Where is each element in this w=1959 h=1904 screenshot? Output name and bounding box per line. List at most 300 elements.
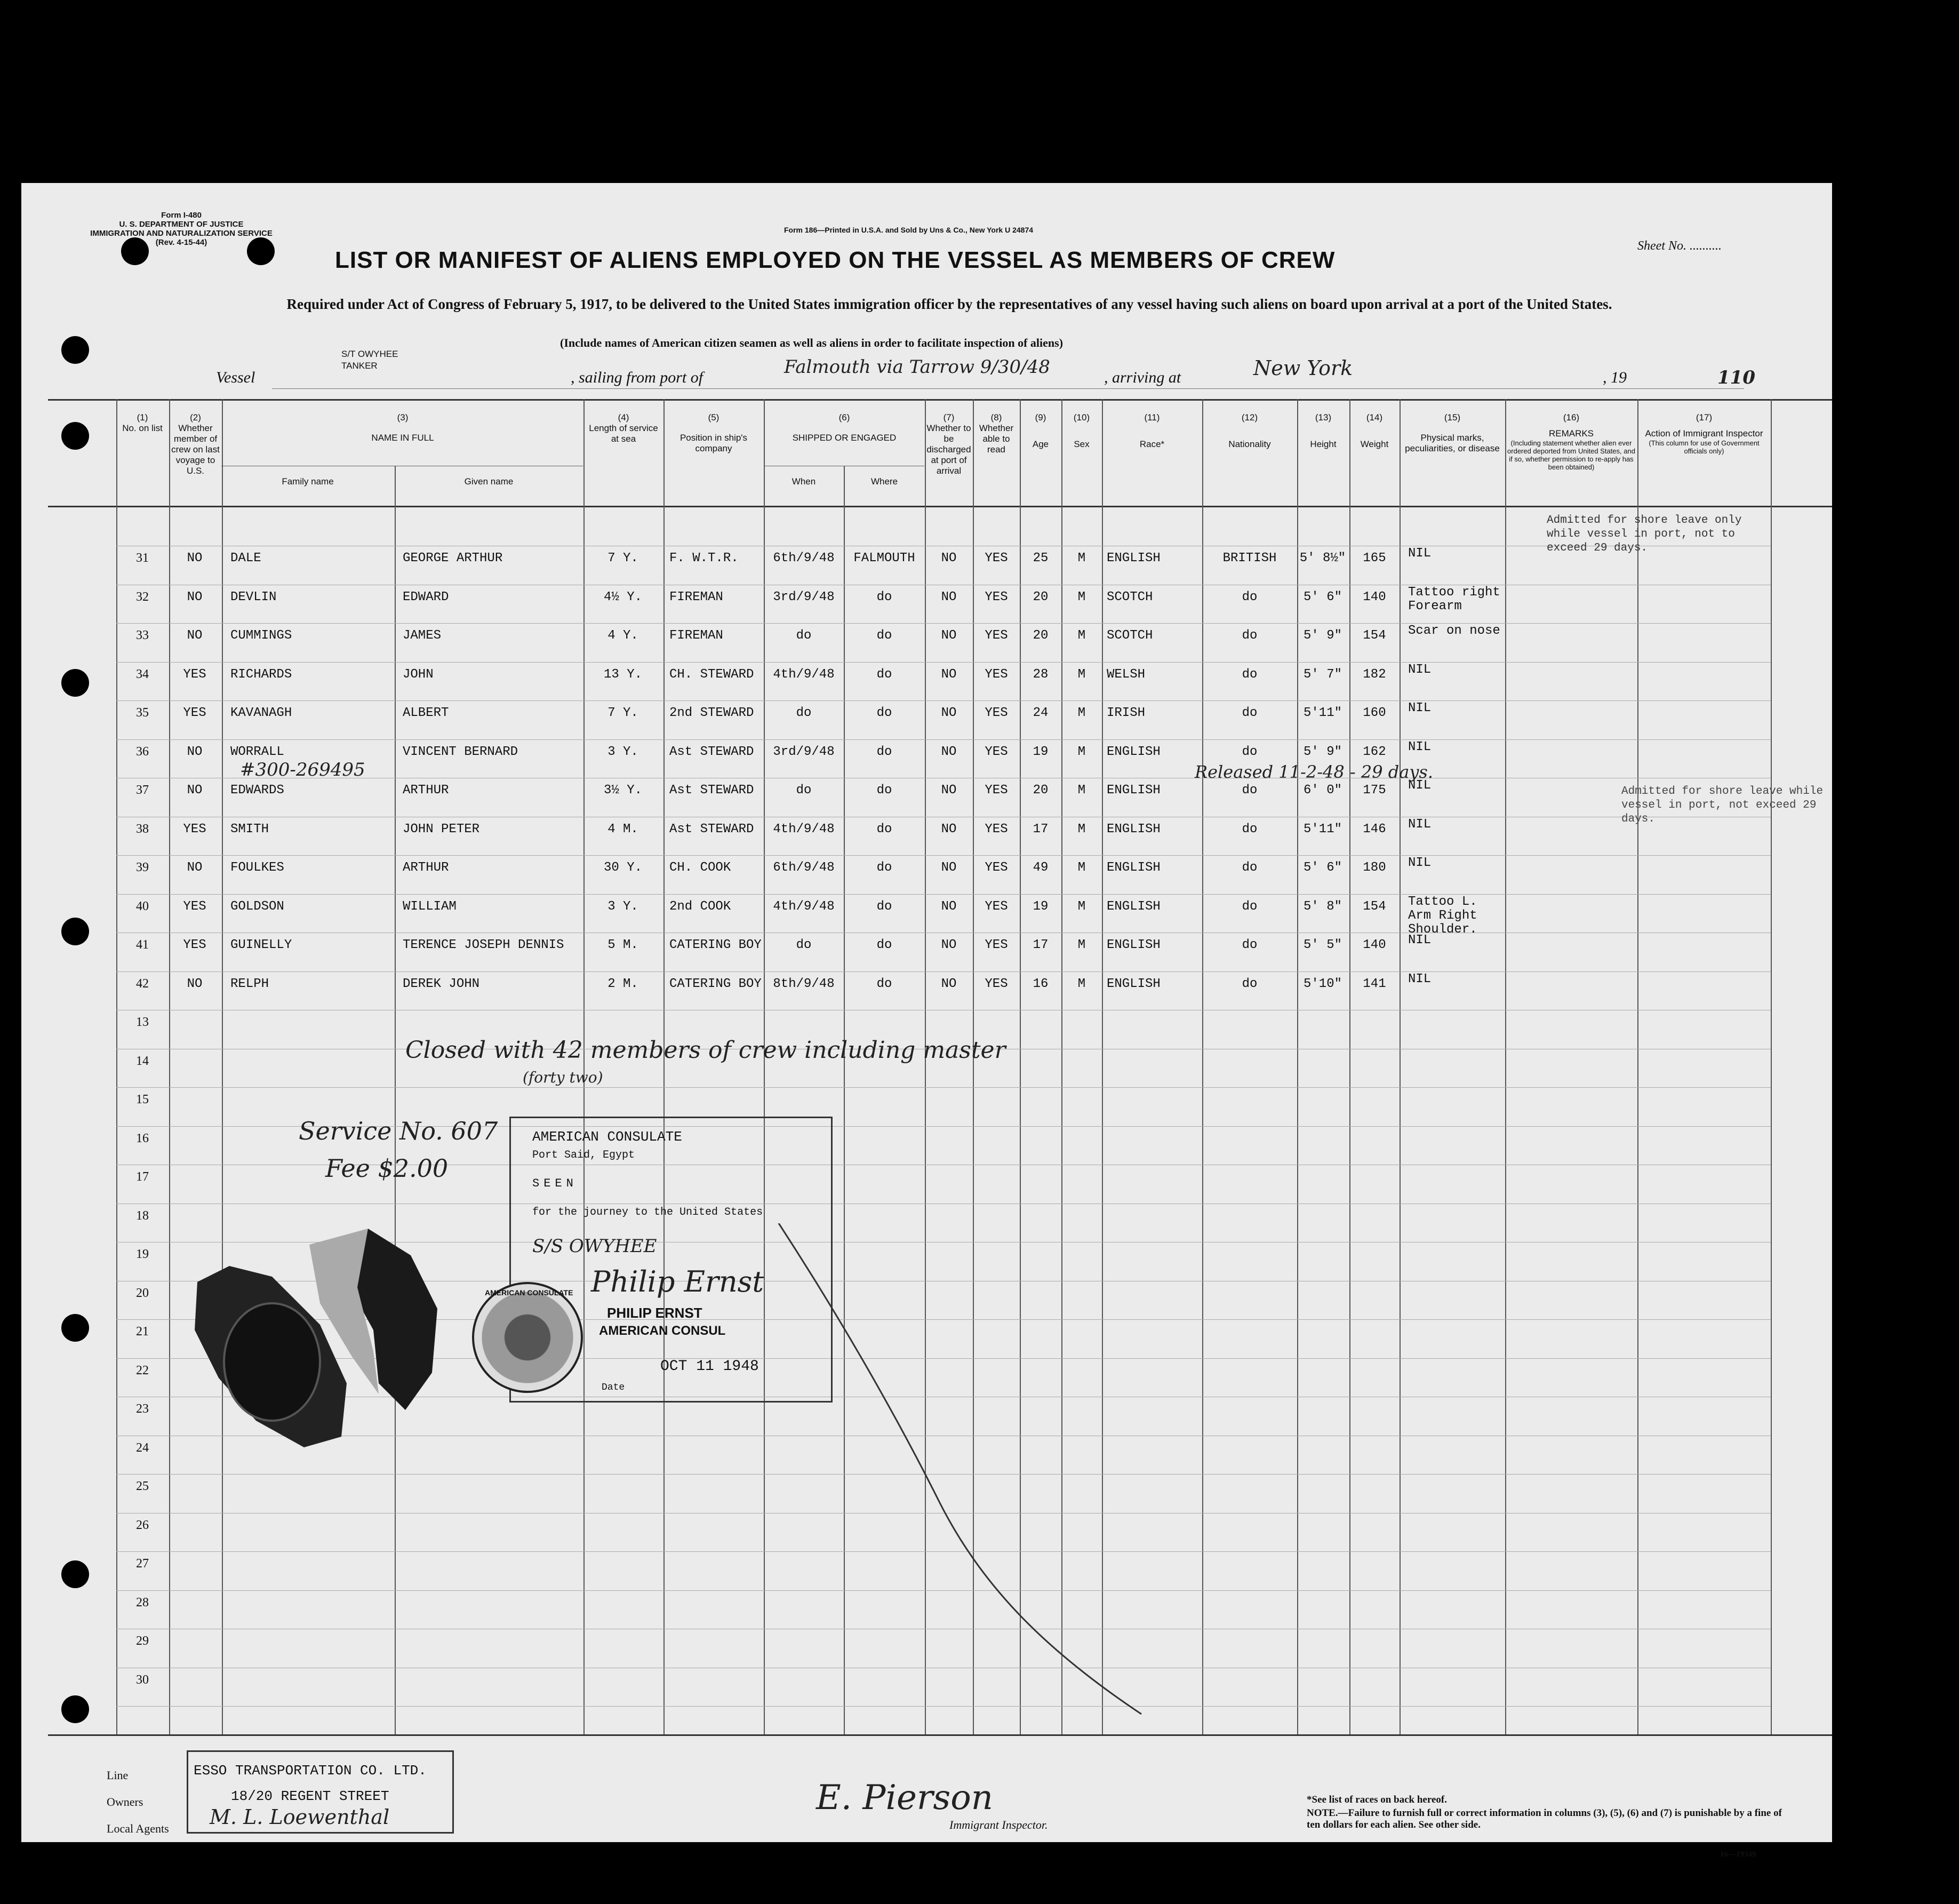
cell-service: 4 M.: [607, 822, 638, 837]
cell-where: do: [876, 744, 892, 759]
cell-given: ALBERT: [403, 706, 449, 720]
empty-row-number: 14: [136, 1054, 149, 1068]
cell-age: 16: [1033, 976, 1049, 991]
cell-marks: NIL: [1408, 778, 1432, 793]
cell-race: SCOTCH: [1107, 628, 1153, 643]
empty-row-number: 30: [136, 1672, 149, 1687]
row-number: 39: [136, 861, 149, 874]
col-header-2: (2) Whether member of crew on last voyage to U.S.: [171, 412, 220, 476]
cell-weight: 160: [1363, 706, 1386, 720]
cell-position: Ast STEWARD: [669, 783, 754, 798]
cell-age: 17: [1033, 822, 1049, 837]
cell-discharged: NO: [941, 628, 957, 643]
cell-read: YES: [985, 861, 1008, 875]
row-rule: [116, 894, 1771, 895]
column-rule: [1637, 399, 1638, 1734]
empty-row-number: 29: [136, 1634, 149, 1648]
cell-when: 6th/9/48: [773, 861, 835, 875]
cell-weight: 140: [1363, 938, 1386, 952]
cell-service: 3½ Y.: [603, 783, 642, 798]
cell-sex: M: [1077, 861, 1086, 875]
row-number: 34: [136, 667, 149, 681]
cell-weight: 154: [1363, 628, 1386, 643]
stamp-vessel: S/S OWYHEE: [532, 1236, 657, 1257]
cell-where: do: [876, 822, 892, 837]
cell-marks: NIL: [1408, 856, 1432, 870]
cell-marks: Tattoo L. Arm Right Shoulder.: [1408, 894, 1477, 937]
company-stamp: [187, 1750, 454, 1834]
cell-sex: M: [1077, 551, 1086, 565]
cell-nationality: do: [1242, 899, 1258, 914]
cell-sex: M: [1077, 938, 1086, 952]
cell-weight: 182: [1363, 667, 1386, 682]
arriving-port-value: New York: [1253, 356, 1353, 380]
cell-service: 3 Y.: [607, 744, 638, 759]
column-rule: [663, 399, 665, 1734]
column-rule: [116, 399, 117, 1734]
column-rule: [1505, 399, 1506, 1734]
cell-where: do: [876, 861, 892, 875]
form-id-block: [85, 211, 277, 247]
cell-race: ENGLISH: [1107, 822, 1161, 837]
cell-when: do: [796, 628, 812, 643]
column-rule: [1202, 399, 1203, 1734]
row-rule: [116, 855, 1771, 856]
cell-last: YES: [183, 706, 206, 720]
cell-where: do: [876, 976, 892, 991]
cell-last: YES: [183, 667, 206, 682]
cell-weight: 175: [1363, 783, 1386, 798]
header-bottom-border: [48, 506, 1832, 507]
cell-family: GOLDSON: [230, 899, 284, 914]
cell-read: YES: [985, 706, 1008, 720]
row-number: 33: [136, 628, 149, 642]
cell-position: 2nd COOK: [669, 899, 731, 914]
cell-given: ARTHUR: [403, 783, 449, 798]
cell-nationality: do: [1242, 976, 1258, 991]
col-header-family: Family name: [282, 476, 334, 487]
cell-last: NO: [187, 861, 203, 875]
cell-race: ENGLISH: [1107, 976, 1161, 991]
cell-given: EDWARD: [403, 589, 449, 604]
cell-last: NO: [187, 551, 203, 565]
punch-hole: [61, 336, 89, 364]
include-note: (Include names of American citizen seamen as well as aliens in order to facilitate inspection of aliens): [560, 336, 1064, 349]
cell-marks: NIL: [1408, 701, 1432, 715]
cell-height: 5' 8": [1303, 899, 1342, 914]
cell-age: 17: [1033, 938, 1049, 952]
row-number: 35: [136, 706, 149, 720]
inspector-label: Immigrant Inspector.: [949, 1818, 1048, 1831]
empty-row-number: 20: [136, 1286, 149, 1300]
cell-when: 4th/9/48: [773, 667, 835, 682]
cell-age: 19: [1033, 899, 1049, 914]
col-header-given: Given name: [464, 476, 514, 487]
cell-service: 4 Y.: [607, 628, 638, 643]
cell-marks: NIL: [1408, 971, 1432, 986]
cell-sex: M: [1077, 744, 1086, 759]
cell-position: FIREMAN: [669, 589, 723, 604]
cell-race: ENGLISH: [1107, 861, 1161, 875]
empty-row-number: 23: [136, 1402, 149, 1416]
cell-sex: M: [1077, 976, 1086, 991]
col-header-1: (1) No. on list: [122, 412, 163, 433]
cell-last: NO: [187, 783, 203, 798]
wax-seal-right: [288, 1223, 448, 1415]
cell-when: 6th/9/48: [773, 551, 835, 565]
revision: (Rev. 4-15-44): [155, 238, 207, 247]
cell-sex: M: [1077, 667, 1086, 682]
cell-service: 30 Y.: [603, 861, 642, 875]
col-header-10: (10) Sex: [1073, 412, 1090, 449]
empty-row-number: 18: [136, 1208, 149, 1223]
cell-position: CATERING BOY: [669, 976, 762, 991]
cell-nationality: BRITISH: [1222, 551, 1277, 565]
consul-name: PHILIP ERNST: [607, 1305, 702, 1321]
cell-family: EDWARDS: [230, 783, 284, 798]
cell-last: NO: [187, 744, 203, 759]
service-number: Service No. 607: [299, 1117, 498, 1145]
page-subtitle: Required under Act of Congress of February 5, 1917, to be delivered to the United States immigration officer by the representatives of any vessel having such aliens on board upon arrival at a port of the United States.: [286, 296, 1612, 312]
cell-family: KAVANAGH: [230, 706, 292, 720]
cell-discharged: NO: [941, 822, 957, 837]
cell-service: 5 M.: [607, 938, 638, 952]
cell-given: ARTHUR: [403, 861, 449, 875]
col-header-13: (13) Height: [1310, 412, 1337, 449]
cell-last: YES: [183, 938, 206, 952]
cell-race: ENGLISH: [1107, 551, 1161, 565]
cell-family: FOULKES: [230, 861, 284, 875]
cell-nationality: do: [1242, 628, 1258, 643]
cell-position: Ast STEWARD: [669, 744, 754, 759]
empty-row-number: 26: [136, 1518, 149, 1532]
cell-sex: M: [1077, 706, 1086, 720]
punch-hole: [61, 1560, 89, 1588]
row-rule: [116, 662, 1771, 663]
stamp-city: Port Said, Egypt: [532, 1149, 635, 1161]
cell-marks: NIL: [1408, 933, 1432, 947]
col-header-15: (15) Physical marks, peculiarities, or disease: [1405, 412, 1500, 453]
row-rule: [116, 623, 1771, 624]
cell-family: DALE: [230, 551, 261, 565]
cell-read: YES: [985, 822, 1008, 837]
punch-hole: [61, 918, 89, 945]
empty-row-number: 13: [136, 1015, 149, 1029]
cell-when: 4th/9/48: [773, 822, 835, 837]
col-header-when: When: [791, 476, 816, 487]
cell-discharged: NO: [941, 589, 957, 604]
cell-weight: 165: [1363, 551, 1386, 565]
cell-service: 7 Y.: [607, 706, 638, 720]
row-number: 40: [136, 899, 149, 913]
cell-discharged: NO: [941, 861, 957, 875]
cell-height: 5'10": [1303, 976, 1342, 991]
printer-line: Form 186—Printed in U.S.A. and Sold by Uns & Co., New York U 24874: [784, 226, 1034, 234]
cell-race: ENGLISH: [1107, 938, 1161, 952]
row-rule: [116, 1087, 1771, 1088]
cell-position: Ast STEWARD: [669, 822, 754, 837]
empty-row-number: 16: [136, 1131, 149, 1145]
company-address: 18/20 REGENT STREET: [231, 1788, 389, 1804]
cell-height: 5'11": [1303, 706, 1342, 720]
cell-height: 5' 6": [1303, 589, 1342, 604]
cell-family: CUMMINGS: [230, 628, 292, 643]
vessel-type-stamp: TANKER: [341, 361, 378, 371]
cell-given: WILLIAM: [403, 899, 457, 914]
sheet-number: Sheet No. ..........: [1637, 239, 1722, 253]
vessel-underline: [272, 388, 1744, 389]
sailing-port-value: Falmouth via Tarrow 9/30/48: [784, 356, 1050, 378]
column-rule: [395, 466, 396, 1734]
cell-last: NO: [187, 589, 203, 604]
col-header-17: (17) Action of Immigrant Inspector (This column for use of Government officials only): [1645, 412, 1763, 455]
cell-when: 8th/9/48: [773, 976, 835, 991]
cell-discharged: NO: [941, 899, 957, 914]
cell-family: RELPH: [230, 976, 269, 991]
cell-age: 25: [1033, 551, 1049, 565]
cell-weight: 154: [1363, 899, 1386, 914]
cell-read: YES: [985, 628, 1008, 643]
cell-where: do: [876, 589, 892, 604]
cell-where: do: [876, 938, 892, 952]
cell-age: 24: [1033, 706, 1049, 720]
remarks-shore-leave-top: Admitted for shore leave only while vessel in port, not to exceed 29 days.: [1547, 514, 1742, 554]
year-value: 110: [1717, 367, 1755, 388]
sailing-label: , sailing from port of: [571, 369, 703, 386]
cell-given: TERENCE JOSEPH DENNIS: [403, 938, 564, 952]
col-header-3: (3) NAME IN FULL: [371, 412, 434, 443]
cell-race: SCOTCH: [1107, 589, 1153, 604]
cell-given: JOHN: [403, 667, 434, 682]
cell-given: JOHN PETER: [403, 822, 480, 837]
cell-family: RICHARDS: [230, 667, 292, 682]
footer-owners-label: Owners: [107, 1795, 143, 1809]
cell-service: 3 Y.: [607, 899, 638, 914]
cell-marks: Tattoo right Forearm: [1408, 585, 1500, 614]
cell-position: CH. STEWARD: [669, 667, 754, 682]
penalty-note: NOTE.—Failure to furnish full or correct information in columns (3), (5), (6) and (7) is punishable by a fine of ten dollars for each alien. See other side.: [1307, 1807, 1782, 1830]
empty-row-number: 21: [136, 1325, 149, 1339]
cell-service: 2 M.: [607, 976, 638, 991]
cell-age: 20: [1033, 783, 1049, 798]
cell-position: CATERING BOY: [669, 938, 762, 952]
cell-read: YES: [985, 589, 1008, 604]
manifest-sheet: [21, 183, 1832, 1859]
cell-read: YES: [985, 551, 1008, 565]
cell-given: VINCENT BERNARD: [403, 744, 518, 759]
table-top-border: [48, 399, 1832, 401]
remarks-shore-leave-mid: Admitted for shore leave while vessel in port, not exceed 29 days.: [1621, 785, 1824, 825]
cell-marks: NIL: [1408, 546, 1432, 561]
cell-family: GUINELLY: [230, 938, 292, 952]
col-header-7: (7) Whether to be discharged at port of arrival: [926, 412, 971, 476]
company-line: ESSO TRANSPORTATION CO. LTD.: [194, 1763, 427, 1779]
cell-height: 5'11": [1303, 822, 1342, 837]
empty-row-number: 25: [136, 1479, 149, 1493]
cell-nationality: do: [1242, 667, 1258, 682]
row-number: 31: [136, 551, 149, 565]
cell-read: YES: [985, 744, 1008, 759]
cell-position: 2nd STEWARD: [669, 706, 754, 720]
row-rule: [116, 971, 1771, 972]
cell-given: JAMES: [403, 628, 442, 643]
fee-amount: Fee $2.00: [325, 1154, 449, 1183]
worrall-alien-number: #300-269495: [240, 759, 365, 780]
cell-discharged: NO: [941, 938, 957, 952]
stamp-consulate: AMERICAN CONSULATE: [532, 1129, 682, 1145]
vessel-stamp: [341, 348, 398, 372]
cell-read: YES: [985, 938, 1008, 952]
cell-nationality: do: [1242, 861, 1258, 875]
cell-age: 49: [1033, 861, 1049, 875]
punch-hole: [61, 1314, 89, 1342]
cell-discharged: NO: [941, 976, 957, 991]
cell-family: WORRALL: [230, 744, 284, 759]
cell-where: do: [876, 628, 892, 643]
cell-sex: M: [1077, 783, 1086, 798]
cell-when: 3rd/9/48: [773, 744, 835, 759]
stamp-seen: SEEN: [532, 1177, 578, 1190]
seal-text: AMERICAN CONSULATE: [485, 1288, 573, 1297]
cell-age: 28: [1033, 667, 1049, 682]
empty-row-number: 28: [136, 1595, 149, 1610]
empty-row-number: 17: [136, 1170, 149, 1184]
col-header-11: (11) Race*: [1139, 412, 1165, 449]
inspector-signature: E. Pierson: [816, 1778, 993, 1818]
col-header-16: (16) REMARKS (Including statement whether alien ever ordered deported from United States, and if so, whether permission to re-apply has been obtained): [1507, 412, 1635, 471]
cell-discharged: NO: [941, 706, 957, 720]
cell-where: FALMOUTH: [853, 551, 915, 565]
row-rule: [116, 739, 1771, 740]
col-header-12: (12) Nationality: [1228, 412, 1271, 449]
row-rule: [116, 700, 1771, 701]
cell-weight: 162: [1363, 744, 1386, 759]
pen-stroke: [768, 1223, 1195, 1757]
cell-sex: M: [1077, 899, 1086, 914]
cell-when: do: [796, 938, 812, 952]
column-rule: [1771, 399, 1772, 1734]
cell-sex: M: [1077, 822, 1086, 837]
closed-note-words: (forty two): [523, 1069, 603, 1086]
row-number: 36: [136, 744, 149, 759]
empty-row-number: 19: [136, 1247, 149, 1261]
cell-height: 6' 0": [1303, 783, 1342, 798]
local-agent-signature: M. L. Loewenthal: [210, 1805, 390, 1829]
cell-when: do: [796, 783, 812, 798]
cell-height: 5' 6": [1303, 861, 1342, 875]
cell-marks: NIL: [1408, 662, 1432, 677]
column-rule: [764, 399, 765, 1734]
footer-agents-label: Local Agents: [107, 1822, 169, 1835]
cell-service: 4½ Y.: [603, 589, 642, 604]
stamp-date: OCT 11 1948: [660, 1358, 759, 1375]
cell-race: ENGLISH: [1107, 899, 1161, 914]
consul-signature: Philip Ernst: [591, 1265, 764, 1298]
cell-read: YES: [985, 783, 1008, 798]
cell-position: F. W.T.R.: [669, 551, 739, 565]
cell-race: IRISH: [1107, 706, 1146, 720]
cell-discharged: NO: [941, 551, 957, 565]
cell-height: 5' 7": [1303, 667, 1342, 682]
cell-last: NO: [187, 976, 203, 991]
cell-height: 5' 5": [1303, 938, 1342, 952]
col-header-8: (8) Whether able to read: [979, 412, 1014, 455]
cell-sex: M: [1077, 589, 1086, 604]
cell-age: 19: [1033, 744, 1049, 759]
vessel-label: Vessel: [216, 369, 255, 386]
column-rule: [583, 399, 585, 1734]
cell-read: YES: [985, 899, 1008, 914]
cell-given: GEORGE ARTHUR: [403, 551, 503, 565]
cell-position: CH. COOK: [669, 861, 731, 875]
vessel-name-stamp: S/T OWYHEE: [341, 349, 398, 359]
punch-hole: [61, 1695, 89, 1723]
cell-family: DEVLIN: [230, 589, 277, 604]
row-number: 37: [136, 783, 149, 797]
cell-weight: 141: [1363, 976, 1386, 991]
col-header-14: (14) Weight: [1360, 412, 1389, 449]
closed-note: Closed with 42 members of crew including master: [405, 1037, 1006, 1064]
empty-row-number: 27: [136, 1557, 149, 1571]
cell-nationality: do: [1242, 589, 1258, 604]
row-number: 41: [136, 938, 149, 952]
cell-marks: Scar on nose: [1408, 624, 1500, 638]
cell-height: 5' 9": [1303, 744, 1342, 759]
row-number: 38: [136, 822, 149, 836]
cell-service: 7 Y.: [607, 551, 638, 565]
stamp-date-label: Date: [602, 1382, 625, 1393]
pen-stroke-line: [779, 1223, 1141, 1714]
cell-nationality: do: [1242, 822, 1258, 837]
cell-race: ENGLISH: [1107, 744, 1161, 759]
cell-weight: 180: [1363, 861, 1386, 875]
cell-read: YES: [985, 667, 1008, 682]
cell-last: NO: [187, 628, 203, 643]
punch-hole: [61, 422, 89, 450]
punch-hole: [61, 669, 89, 697]
cell-height: 5' 8½": [1299, 551, 1346, 565]
cell-age: 20: [1033, 589, 1049, 604]
cell-nationality: do: [1242, 744, 1258, 759]
cell-marks: NIL: [1408, 739, 1432, 754]
cell-age: 20: [1033, 628, 1049, 643]
cell-nationality: do: [1242, 783, 1258, 798]
cell-when: do: [796, 706, 812, 720]
col-header-4: (4) Length of service at sea: [589, 412, 658, 444]
empty-row-number: 24: [136, 1440, 149, 1455]
cell-last: YES: [183, 899, 206, 914]
form-number: Form I-480: [161, 211, 202, 220]
cell-weight: 140: [1363, 589, 1386, 604]
cell-race: WELSH: [1107, 667, 1146, 682]
consul-title: AMERICAN CONSUL: [599, 1324, 726, 1338]
cell-when: 4th/9/48: [773, 899, 835, 914]
service-name: IMMIGRATION AND NATURALIZATION SERVICE: [90, 229, 273, 238]
cell-nationality: do: [1242, 706, 1258, 720]
col-header-where: Where: [870, 476, 898, 487]
col-header-9: (9) Age: [1032, 412, 1049, 449]
cell-family: SMITH: [230, 822, 269, 837]
cell-marks: NIL: [1408, 817, 1432, 832]
empty-row-number: 15: [136, 1093, 149, 1106]
cell-nationality: do: [1242, 938, 1258, 952]
cell-discharged: NO: [941, 744, 957, 759]
year-prefix: , 19: [1603, 369, 1627, 386]
page-title: LIST OR MANIFEST OF ALIENS EMPLOYED ON THE VESSEL AS MEMBERS OF CREW: [335, 247, 1336, 273]
cell-position: FIREMAN: [669, 628, 723, 643]
cell-sex: M: [1077, 628, 1086, 643]
cell-race: ENGLISH: [1107, 783, 1161, 798]
